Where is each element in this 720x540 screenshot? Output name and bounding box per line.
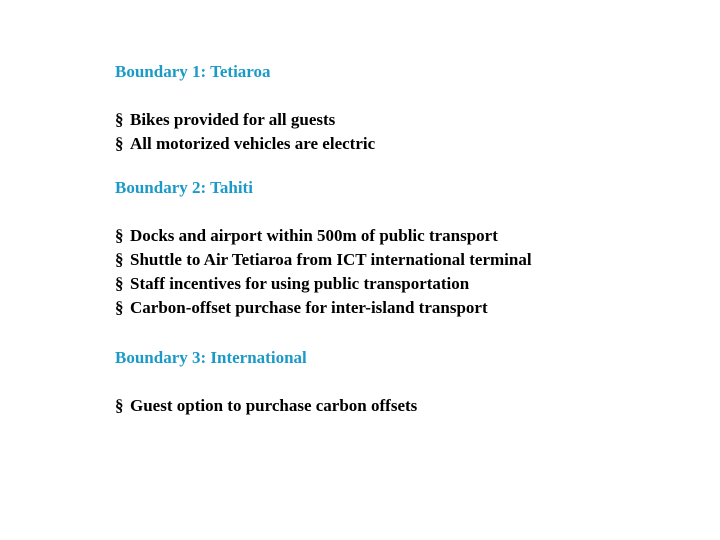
bullet-marker-icon: § [115,110,124,129]
bullet-text: Shuttle to Air Tetiaroa from ICT international terminal [130,250,532,269]
bullet-marker-icon: § [115,226,124,245]
boundary-2-section [115,176,532,320]
boundary-3-bullet-list [115,394,417,418]
bullet-marker-icon: § [115,298,124,317]
bullet-item [115,108,375,132]
bullet-item [115,132,375,156]
bullet-item [115,248,532,272]
bullet-text: Staff incentives for using public transportation [130,274,470,293]
bullet-marker-icon: § [115,250,124,269]
bullet-marker-icon: § [115,134,124,153]
boundary-2-bullet-list [115,224,532,320]
bullet-text: Bikes provided for all guests [130,110,336,129]
bullet-item [115,224,532,248]
boundary-1-section [115,60,375,156]
boundary-2-heading: Boundary 2: Tahiti [115,178,253,197]
boundary-3-section [115,346,417,418]
bullet-text: Docks and airport within 500m of public transport [130,226,498,245]
bullet-text: All motorized vehicles are electric [130,134,376,153]
bullet-text: Carbon-offset purchase for inter-island transport [130,298,488,317]
bullet-item [115,272,532,296]
boundary-1-bullet-list [115,108,375,156]
bullet-item [115,296,532,320]
boundary-3-heading: Boundary 3: International [115,348,307,367]
boundary-1-heading: Boundary 1: Tetiaroa [115,62,271,81]
bullet-marker-icon: § [115,274,124,293]
bullet-text: Guest option to purchase carbon offsets [130,396,418,415]
bullet-marker-icon: § [115,396,124,415]
bullet-item [115,394,417,418]
